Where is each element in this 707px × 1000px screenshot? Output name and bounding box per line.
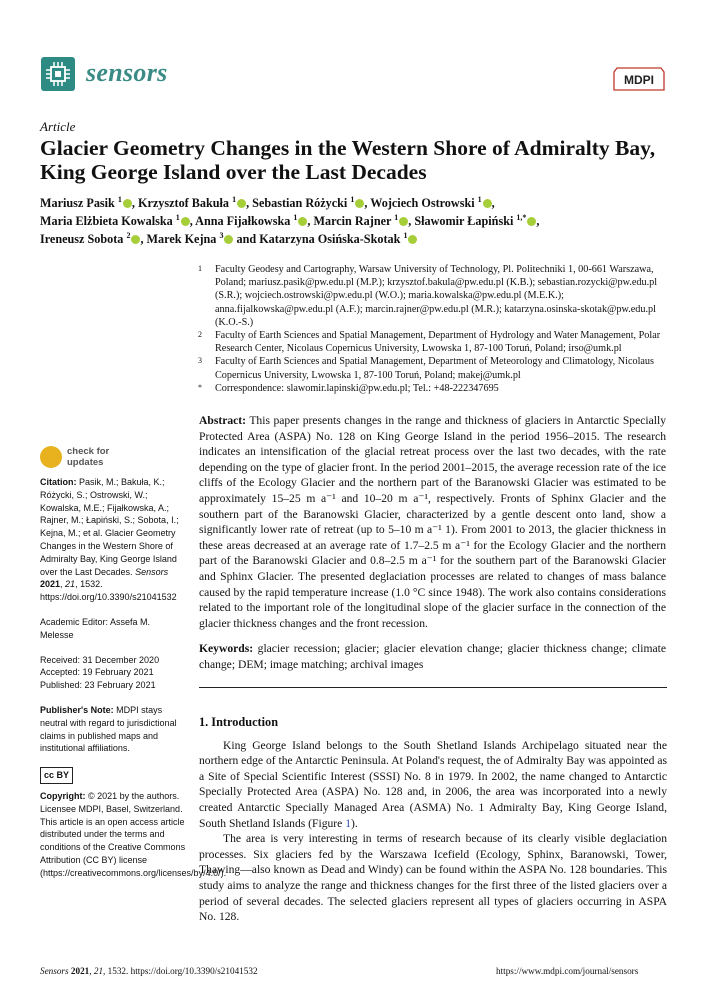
updates-label: updates bbox=[67, 457, 104, 468]
author-name: Marek Kejna $^3$ bbox=[147, 232, 234, 246]
mdpi-logo bbox=[611, 64, 667, 99]
check-updates-icon bbox=[40, 446, 62, 468]
affiliations bbox=[198, 263, 668, 395]
author-name: Anna Fijałkowska $^1$ bbox=[195, 214, 307, 228]
keywords-label: Keywords: bbox=[199, 642, 254, 655]
svg-text:MDPI: MDPI bbox=[624, 73, 654, 87]
academic-editor: Academic Editor: Assefa M. Melesse bbox=[40, 616, 151, 640]
check-for-updates-button[interactable] bbox=[40, 446, 160, 472]
orcid-icon[interactable] bbox=[483, 199, 492, 208]
keywords bbox=[199, 641, 666, 672]
journal-name: sensors bbox=[86, 58, 168, 87]
journal-logo bbox=[41, 57, 75, 91]
dates: Received: 31 December 2020 Accepted: 19 February 2021 Published: 23 February 2021 bbox=[40, 654, 160, 691]
abstract bbox=[199, 413, 666, 631]
doi-link[interactable]: https://doi.org/10.3390/s21041532 bbox=[40, 592, 177, 603]
journal-url-link[interactable]: https://www.mdpi.com/journal/sensors bbox=[496, 966, 639, 976]
orcid-icon[interactable] bbox=[399, 217, 408, 226]
section-heading: 1. Introduction bbox=[199, 715, 279, 729]
copyright: Copyright: © 2021 by the authors. Licensee MDPI, Basel, Switzerland. This article is an open access article distributed under the terms and conditions of the Creative Commons Attribution (CC BY) license (https://creativecommons.org/licenses/by/4.0/). bbox=[40, 790, 227, 878]
check-label: check for bbox=[67, 446, 110, 457]
author-name: Wojciech Ostrowski $^1$ bbox=[370, 196, 491, 210]
introduction-section bbox=[199, 715, 667, 925]
affiliation: 2 Faculty of Earth Sciences and Spatial Management, Department of Hydrology and Water Management, Polar Research Center, Nicolaus Copernicus University, Lwowska 1, 87-100 Toruń, Poland; irso@umk.pl bbox=[198, 330, 661, 355]
orcid-icon[interactable] bbox=[237, 199, 246, 208]
abstract-label: Abstract: bbox=[199, 414, 247, 427]
citation: Citation: Pasik, M.; Bakuła, K.; Różycki, S.; Ostrowski, W.; Kowalska, M.E.; Fijałkowska, A.; Rajner, M.; Łapiński, S.; Sobota, I.; Kejna, M.; et al. Glacier Geometry Changes in the Western Shore of Admiralty Bay, King George Island over the Last Decades. Sensors 2021, 21, 1532. https://doi.org/10.3390/s21041532 bbox=[40, 477, 179, 603]
cc-by-license-icon[interactable]: cc BY bbox=[40, 767, 73, 784]
paragraph: The area is very interesting in terms of research because of its clearly visible deglaciation processes. Six glaciers fed by the Warszawa Icefield (Ecology, Sphinx, Baranowski, Tower, Thawing—also known as Dead and Windy) can be found within the ASPA No. 128 boundaries. This study aims to analyze the range and thickness changes for the first three of the listed glaciers over a period of several decades. The selected glaciers represent all types of glaciers occurring in ASPA No. 128. bbox=[199, 832, 667, 924]
author-name: Mariusz Pasik $^1$ bbox=[40, 196, 132, 210]
orcid-icon[interactable] bbox=[408, 235, 417, 244]
footer-citation: Sensors 2021, 21, 1532. https://doi.org/10.3390/s21041532 bbox=[40, 966, 258, 976]
correspondence: * Correspondence: slawomir.lapinski@pw.edu.pl; Tel.: +48-222347695 bbox=[198, 382, 499, 394]
affiliation: 1 Faculty Geodesy and Cartography, Warsaw University of Technology, Pl. Politechniki 1, 00-661 Warszawa, Poland; mariusz.pasik@pw.edu.pl (M.P.); krzysztof.bakula@pw.edu.pl (K.B.); sebastian.rozycki@pw.edu.pl (S.R.); wojciech.ostrowski@pw.edu.pl (W.O.); maria.kowalska@pw.edu.pl (M.E.K.); anna.fijalkowska@pw.edu.pl (A.F.); marcin.rajner@pw.edu.pl (M.R.); katarzyna.osinska-skotak@pw.edu.pl (K.O.-S.) bbox=[198, 264, 658, 328]
orcid-icon[interactable] bbox=[355, 199, 364, 208]
orcid-icon[interactable] bbox=[527, 217, 536, 226]
abstract-text: This paper presents changes in the range and thickness of glaciers in Antarctic Specially Protected Area (ASPA) No. 128 on King George Island in the period 1956–2015. The research indicates an intensification of the glacial retreat process over the last two decades, with the rate depending on the type of glacier front. In the period 2001–2015, the average recession rate of the ice cliffs of the Ecology Glacier and the northern part of the Baranowski Glacier was estimated to be approximately 15–25 m a⁻¹ and 10–20 m a⁻¹, respectively. Fronts of Sphinx Glacier and the southern part of the Baranowski Glacier, characterized by a gentle descent onto land, show a significantly lower rate of retreat (up to 5–10 m a⁻¹ 1). From 2001 to 2013, the glacier thickness in these areas decreased at an average rate of 1.7–2.5 m a⁻¹ for the Ecology Glacier and the northern part of the Baranowski Glacier and 0.8–2.5 m a⁻¹ for the southern part of the Baranowski Glacier and Sphinx Glacier. The presented deglaciation processes are related to changes of mass balance caused by the rapid temperature increase (1.0 °C since 1948). The work also contains considerations related to the important role of the longitudinal slope of the glacier surface in the connection of the glacier thickness changes and the front recession. bbox=[199, 414, 666, 630]
paragraph: King George Island belongs to the South Shetland Islands Archipelago situated near the northern edge of the Antarctic Peninsula. At Poland's request, the of Admiralty Bay was appointed as a Site of Special Scientific Interest (SSSI) No. 8 in 1979. In 2002, the name changed to Antarctic Specially Protected Area (ASPA) No. 128 and, in 2006, the area was incorporated into a newly created Antarctic Specially Managed Area (ASMA) No. 1 Admiralty Bay, King George Island, South Shetland Islands (Figure 1). bbox=[199, 738, 667, 830]
article-type: Article bbox=[40, 119, 76, 134]
page-title: Glacier Geometry Changes in the Western Shore of Admiralty Bay, King George Island over the Last Decades bbox=[40, 136, 656, 184]
figure-link[interactable]: 1 bbox=[345, 816, 352, 830]
orcid-icon[interactable] bbox=[224, 235, 233, 244]
divider bbox=[199, 687, 667, 688]
author-name: Maria Elżbieta Kowalska $^1$ bbox=[40, 214, 190, 228]
affiliation: 3 Faculty of Earth Sciences and Spatial Management, Department of Meteorology and Climatology, Nicolaus Copernicus University, Lwowska 1, 87-100 Toruń, Poland; makej@umk.pl bbox=[198, 356, 654, 381]
author-name: Sebastian Różycki $^1$ bbox=[252, 196, 364, 210]
keywords-text: glacier recession; glacier; glacier elevation change; glacier thickness change; climate change; DEM; image matching; archival images bbox=[199, 642, 666, 671]
author-list: Mariusz Pasik $^1$ , Krzysztof Bakuła $^1$ , Sebastian Różycki $^1$ , Wojciech Ostrowski $^1$ , Maria Elżbieta Kowalska $^1$ , Anna Fijałkowska $^1$ , Marcin Rajner $^1$ , Sławomir Łapiński $^{1,*}$ , Ireneusz Sobota $^2$ , Marek Kejna $^3$ and Katarzyna Osińska-Skotak $^1$ bbox=[40, 194, 540, 246]
author-name: Ireneusz Sobota $^2$ bbox=[40, 232, 140, 246]
author-name: Krzysztof Bakuła $^1$ bbox=[138, 196, 246, 210]
author-name: Marcin Rajner $^1$ bbox=[313, 214, 408, 228]
orcid-icon[interactable] bbox=[123, 199, 132, 208]
orcid-icon[interactable] bbox=[181, 217, 190, 226]
author-name: Katarzyna Osińska-Skotak $^1$ bbox=[259, 232, 417, 246]
publisher-note: Publisher's Note: MDPI stays neutral with regard to jurisdictional claims in published maps and institutional affiliations. bbox=[40, 704, 177, 754]
orcid-icon[interactable] bbox=[298, 217, 307, 226]
author-name: Sławomir Łapiński $^{1,*}$ bbox=[414, 214, 536, 228]
orcid-icon[interactable] bbox=[131, 235, 140, 244]
chip-icon bbox=[41, 57, 75, 91]
